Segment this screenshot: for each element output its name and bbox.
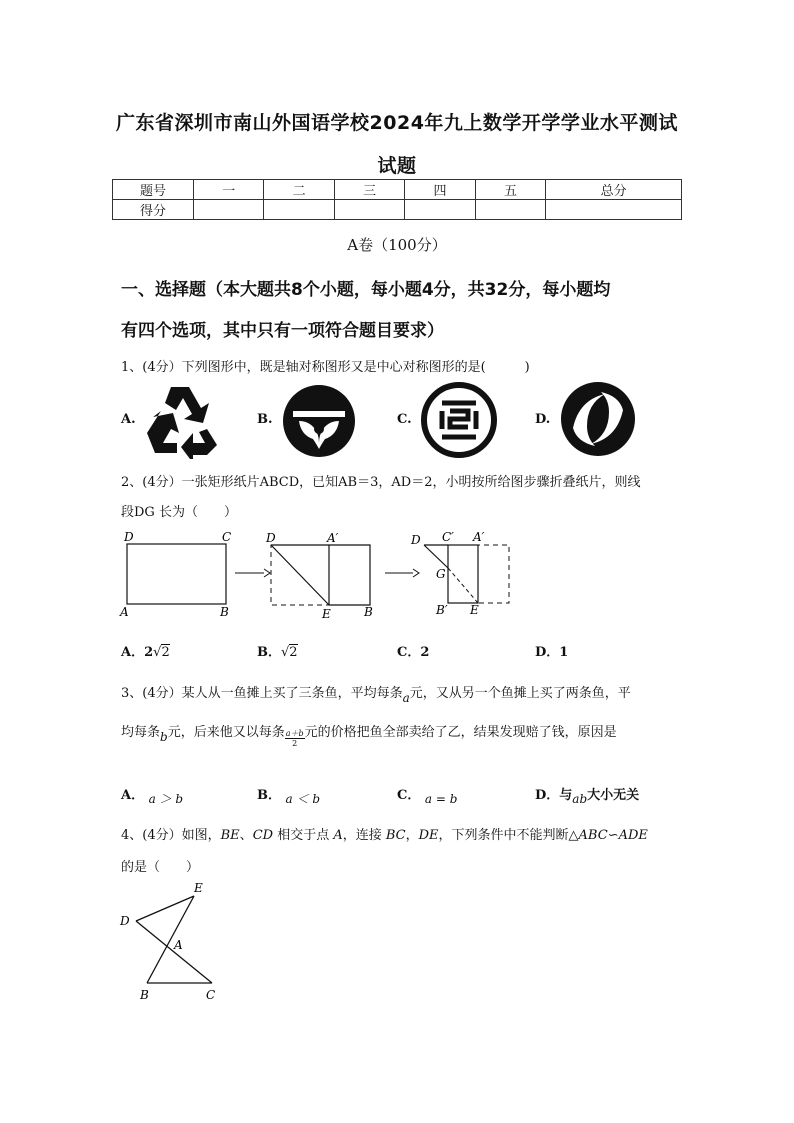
table-cell: 题号 [113, 180, 194, 200]
q3-text-part: 元的价格把鱼全部卖给了乙，结果发现赔了钱，原因是 [304, 725, 617, 740]
triangle-abc: ABC [578, 828, 608, 843]
section-one-heading: 一、选择题（本大题共8个小题，每小题4分，共32分，每小题均 [121, 280, 611, 300]
option-value: 2 [420, 645, 430, 660]
q4-text-part: ，下列条件中不能判断△ [438, 828, 579, 843]
option-letter: C． [397, 645, 421, 660]
table-cell: 五 [475, 180, 545, 200]
label-c: C [206, 988, 216, 1002]
score-table [112, 179, 682, 220]
label-e: E [194, 881, 203, 895]
fraction-numerator: a＋b [285, 729, 304, 738]
similar-symbol: ∽ [607, 828, 619, 843]
q3-option-b[interactable] [257, 784, 320, 806]
label-e: E [470, 603, 479, 617]
label-c-prime: C′ [442, 530, 454, 544]
question-1-text: 1、(4分）下列图形中，既是轴对称图形又是中心对称图形的是( ) [121, 360, 530, 375]
fraction-a-plus-b-over-2 [285, 729, 305, 748]
label-g: G [436, 567, 446, 581]
fold-line-de [271, 545, 329, 605]
segment-dc [136, 921, 212, 983]
score-input-cell[interactable] [334, 200, 404, 220]
label-d: D [411, 533, 421, 547]
option-expr: a ＞ b [148, 792, 184, 806]
label-b: B [140, 988, 149, 1002]
q3-text-part: 元，后来他又以每条 [167, 725, 285, 740]
question-4-text-line2: 的是（ ） [121, 860, 200, 875]
question-2-text: 2、(4分）一张矩形纸片ABCD，已知AB＝3，AD＝2，小明按所给图步骤折叠纸片，则线 [121, 475, 641, 490]
label-d: D [120, 914, 130, 928]
bank-of-communications-logo-icon [559, 380, 637, 458]
score-input-cell[interactable] [194, 200, 264, 220]
label-a: A [120, 605, 129, 619]
q3-text-part: 3、(4分）某人从一鱼摊上买了三条鱼，平均每条 [121, 686, 403, 701]
q2-option-a[interactable] [121, 641, 170, 660]
option-letter: B． [257, 788, 281, 803]
segment-de [136, 896, 194, 921]
option-expr: a ＜ b [285, 792, 320, 806]
table-cell: 得分 [113, 200, 194, 220]
score-table-header-row [113, 180, 682, 200]
q2-folding-diagram [118, 528, 518, 624]
q2-option-d[interactable] [535, 641, 568, 660]
option-post: 大小无关 [587, 788, 640, 803]
q4-text-part: ， [405, 828, 419, 843]
score-table-score-row [113, 200, 682, 220]
score-input-cell[interactable] [475, 200, 545, 220]
q3-option-a[interactable] [121, 784, 184, 806]
q1-option-c-label[interactable]: C. [397, 412, 412, 427]
page-title: 广东省深圳市南山外国语学校2024年九上数学开学学业水平测试 [116, 112, 678, 134]
label-b: B [364, 605, 373, 619]
option-letter: C． [397, 788, 421, 803]
variable-b: b [160, 730, 168, 744]
segment-be: BE [220, 828, 240, 843]
q2-option-b[interactable] [257, 641, 298, 660]
option-expr: a = b [424, 792, 458, 806]
option-letter: D． [535, 788, 560, 803]
label-b: B [220, 605, 229, 619]
segment-eb [147, 896, 194, 983]
question-3-text [121, 682, 631, 705]
line-dg [424, 545, 448, 568]
option-letter: A． [121, 645, 145, 660]
q3-option-c[interactable] [397, 784, 458, 806]
triangle-ade: ADE [618, 828, 648, 843]
segment-bc: BC [385, 828, 406, 843]
radicand: 2 [161, 645, 170, 660]
q1-option-b-label[interactable]: B. [257, 412, 273, 427]
dashed-line-ge [448, 568, 478, 603]
arrow-2-head [413, 569, 419, 577]
point-a: A [333, 828, 343, 843]
label-e: E [322, 607, 331, 621]
sqrt-icon: √ [281, 645, 290, 660]
radicand: 2 [289, 645, 298, 660]
label-d: D [124, 530, 134, 544]
q3-option-d[interactable] [535, 784, 640, 806]
q4-text-part: ，连接 [342, 828, 386, 843]
arrow-1-head [264, 569, 270, 577]
question-3-text-line2 [121, 721, 617, 748]
green-food-logo-icon [281, 383, 357, 459]
label-d: D [266, 531, 276, 545]
page-title-line2: 试题 [377, 155, 417, 177]
label-a-prime: A′ [473, 530, 485, 544]
rectangle-abcd [127, 544, 226, 604]
fraction-denominator: 2 [292, 739, 298, 748]
score-input-cell[interactable] [264, 200, 334, 220]
bank-logo-icon [420, 381, 498, 459]
option-expr: ab [572, 792, 588, 806]
table-cell: 三 [334, 180, 404, 200]
label-a: A [174, 938, 183, 952]
table-cell: 四 [405, 180, 475, 200]
variable-a: a [402, 691, 410, 705]
score-input-cell[interactable] [546, 200, 682, 220]
q1-option-a-label[interactable]: A. [121, 412, 136, 427]
recycle-icon [143, 381, 225, 459]
q4-text-part: 4、(4分）如图， [121, 828, 221, 843]
label-a-prime: A′ [327, 531, 339, 545]
q3-text-part: 均每条 [121, 725, 161, 740]
option-letter: A． [121, 788, 145, 803]
sqrt-icon: √ [153, 645, 162, 660]
section-one-heading-line2: 有四个选项，其中只有一项符合题目要求） [121, 321, 444, 341]
option-value: 1 [559, 645, 569, 660]
label-c: C [222, 530, 232, 544]
table-cell: 二 [264, 180, 334, 200]
segment-cd: CD [252, 828, 274, 843]
q4-text-part: 、 [239, 828, 253, 843]
table-cell: 一 [194, 180, 264, 200]
option-letter: D． [535, 645, 560, 660]
option-letter: B． [257, 645, 281, 660]
q3-text-part: 元，又从另一个鱼摊上买了两条鱼，平 [409, 686, 631, 701]
q4-triangle-diagram [116, 878, 226, 1008]
q2-option-c[interactable] [397, 641, 429, 660]
score-input-cell[interactable] [405, 200, 475, 220]
option-pre: 与 [559, 788, 573, 803]
question-4-text [121, 824, 648, 843]
segment-de: DE [418, 828, 439, 843]
coefficient: 2 [144, 645, 154, 660]
q4-text-part: 相交于点 [273, 828, 334, 843]
section-a-heading: A卷（100分） [347, 236, 447, 254]
label-b-prime: B′ [436, 603, 448, 617]
question-2-text-line2: 段DG 长为（ ） [121, 505, 237, 520]
table-cell: 总分 [546, 180, 682, 200]
q1-option-d-label[interactable]: D. [535, 412, 551, 427]
